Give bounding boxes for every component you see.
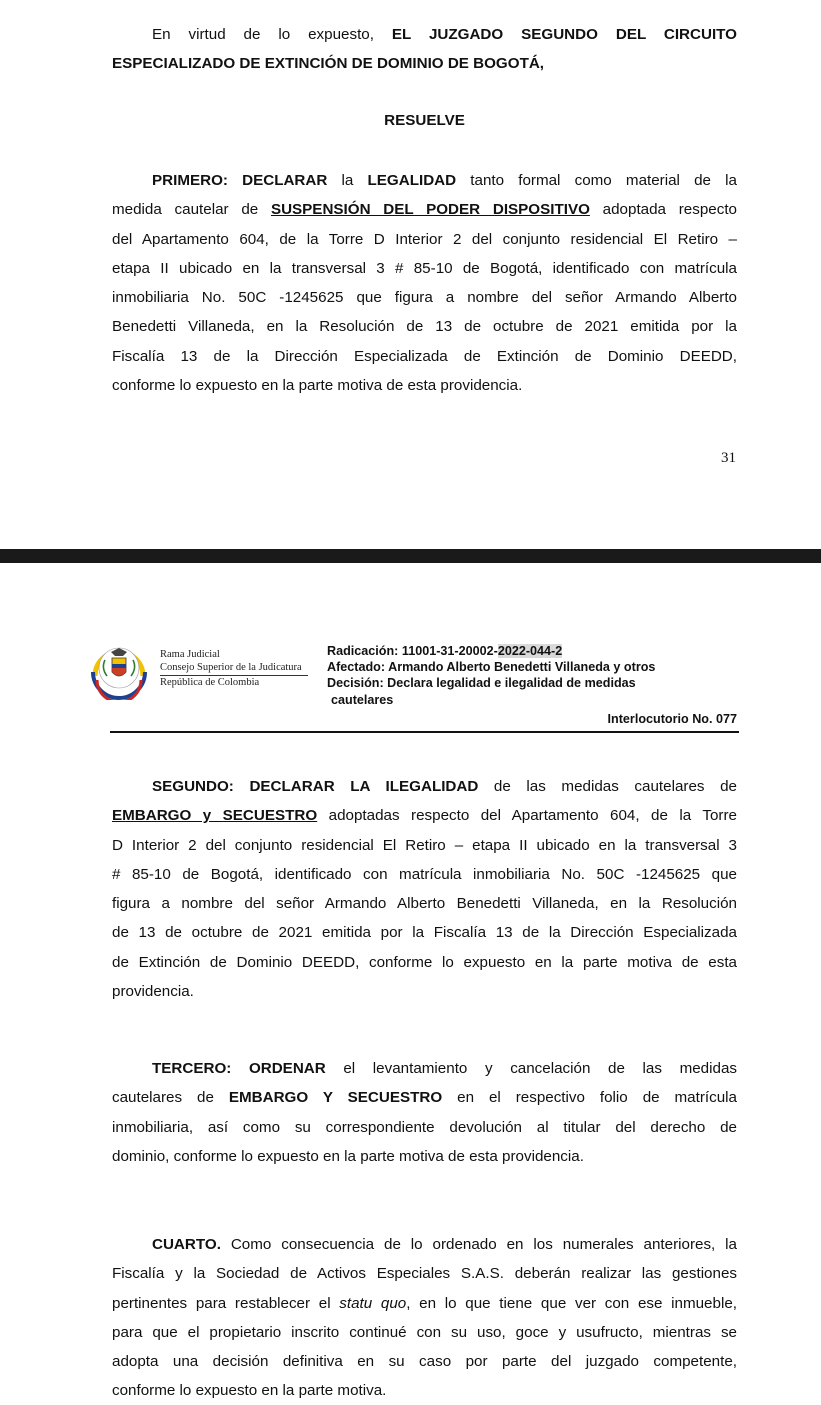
segundo-line: # 85-10 de Bogotá, identificado con matrícula inmobiliaria No. 50C -1245625 que bbox=[112, 865, 737, 883]
page-number: 31 bbox=[721, 450, 736, 466]
case-info-block bbox=[327, 643, 655, 708]
decision-continued: cautelares bbox=[331, 692, 394, 707]
afectado: Afectado: Armando Alberto Benedetti Villaneda y otros bbox=[327, 660, 656, 675]
tercero-line: dominio, conforme lo expuesto en la parte motiva de esta providencia. bbox=[112, 1147, 584, 1165]
intro-paragraph bbox=[112, 20, 737, 79]
segundo-line-2: EMBARGO y SECUESTRO adoptadas respecto del Apartamento 604, de la Torre bbox=[112, 807, 737, 825]
primero-line-2: medida cautelar de SUSPENSIÓN DEL PODER DISPOSITIVO adoptada respecto bbox=[112, 201, 737, 219]
primero-line: Fiscalía 13 de la Dirección Especializada de Extinción de Dominio DEEDD, bbox=[112, 347, 737, 365]
header-rule bbox=[110, 731, 739, 733]
tercero-line-1: TERCERO: ORDENAR el levantamiento y cancelación de las medidas bbox=[152, 1060, 737, 1077]
inst-line-republica: República de Colombia bbox=[160, 677, 260, 688]
primero-line: etapa II ubicado en la transversal 3 # 85-10 de Bogotá, identificado con matrícula bbox=[112, 259, 737, 277]
segundo-line: figura a nombre del señor Armando Alberto Benedetti Villaneda, en la Resolución bbox=[112, 895, 737, 913]
segundo-line: de Extinción de Dominio DEEDD, conforme lo expuesto en la parte motiva de esta bbox=[112, 953, 737, 971]
segundo-line: D Interior 2 del conjunto residencial El Retiro – etapa II ubicado en la transversal 3 bbox=[112, 836, 737, 854]
cuarto-line: para que el propietario inscrito continué con su uso, goce y usufructo, mientras se bbox=[112, 1323, 737, 1341]
segundo-paragraph bbox=[112, 772, 737, 1006]
inst-line-consejo: Consejo Superior de la Judicatura bbox=[160, 661, 302, 673]
segundo-line: de 13 de octubre de 2021 emitida por la Fiscalía 13 de la Dirección Especializada bbox=[112, 924, 737, 942]
cuarto-line: conforme lo expuesto en la parte motiva. bbox=[112, 1382, 387, 1400]
inst-rule bbox=[160, 675, 308, 676]
tercero-line: inmobiliaria, así como su correspondiente devolución al titular del derecho de bbox=[112, 1118, 737, 1136]
tercero-line-2: cautelares de EMBARGO Y SECUESTRO en el respectivo folio de matrícula bbox=[112, 1089, 737, 1107]
page-separator bbox=[0, 549, 821, 563]
decision: Decisión: Declara legalidad e ilegalidad de medidas bbox=[327, 676, 636, 691]
cuarto-line-3: pertinentes para restablecer el statu quo, en lo que tiene que ver con ese inmueble, bbox=[112, 1294, 737, 1312]
cuarto-paragraph bbox=[112, 1230, 737, 1405]
primero-line: conforme lo expuesto en la parte motiva de esta providencia. bbox=[112, 377, 523, 395]
primero-line: Benedetti Villaneda, en la Resolución de 13 de octubre de 2021 emitida por la bbox=[112, 318, 737, 336]
document-page-top bbox=[0, 0, 821, 549]
inst-line-rama: Rama Judicial bbox=[160, 649, 220, 660]
radicacion: Radicación: 11001-31-20002-2022-044-2 bbox=[327, 644, 563, 658]
intro-line-2: ESPECIALIZADO DE EXTINCIÓN DE DOMINIO DE BOGOTÁ, bbox=[112, 55, 545, 73]
primero-paragraph bbox=[112, 166, 737, 400]
colombia-coat-of-arms-icon bbox=[87, 636, 151, 700]
cuarto-line: adopta una decisión definitiva en su caso por parte del juzgado competente, bbox=[112, 1353, 737, 1371]
interlocutorio-number: Interlocutorio No. 077 bbox=[607, 712, 737, 726]
intro-line-1: En virtud de lo expuesto, EL JUZGADO SEGUNDO DEL CIRCUITO bbox=[152, 26, 737, 43]
cuarto-line-2: Fiscalía y la Sociedad de Activos Especiales S.A.S. deberán realizar las gestiones bbox=[112, 1265, 737, 1283]
segundo-line-1: SEGUNDO: DECLARAR LA ILEGALIDAD de las medidas cautelares de bbox=[152, 778, 737, 795]
cuarto-line-1: CUARTO. Como consecuencia de lo ordenado en los numerales anteriores, la bbox=[152, 1236, 737, 1253]
tercero-paragraph bbox=[112, 1054, 737, 1171]
primero-line: inmobiliaria No. 50C -1245625 que figura a nombre del señor Armando Alberto bbox=[112, 289, 737, 307]
primero-line-1: PRIMERO: DECLARAR la LEGALIDAD tanto formal como material de la bbox=[152, 172, 737, 189]
resuelve-heading: RESUELVE bbox=[384, 112, 465, 129]
primero-line: del Apartamento 604, de la Torre D Interior 2 del conjunto residencial El Retiro – bbox=[112, 230, 737, 248]
institution-block bbox=[160, 649, 308, 690]
segundo-line: providencia. bbox=[112, 983, 194, 1001]
